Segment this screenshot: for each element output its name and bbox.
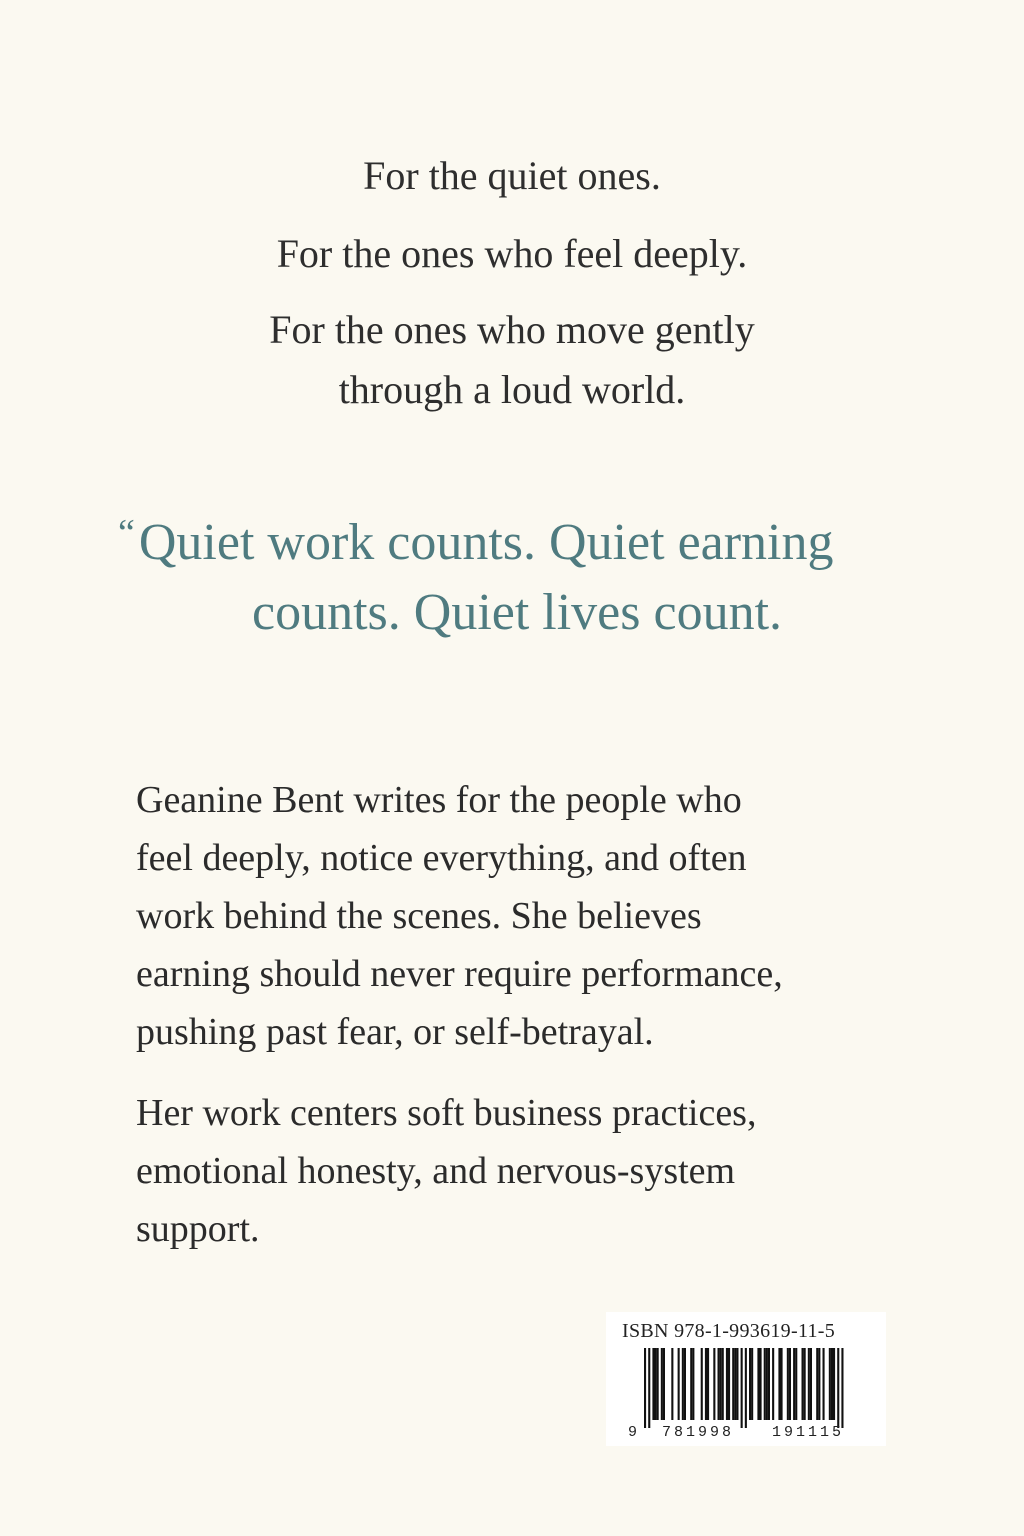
barcode-bar — [751, 1348, 753, 1420]
barcode-bar — [818, 1348, 820, 1420]
barcode-first-digit: 9 — [628, 1424, 638, 1441]
barcode-bar — [707, 1348, 709, 1420]
pull-quote-line-2: counts. Quiet lives count. — [252, 584, 783, 641]
author-bio-paragraph-1 — [136, 771, 916, 1061]
barcode-bar — [772, 1348, 774, 1420]
barcode-bar — [726, 1348, 728, 1420]
barcode-bar — [718, 1348, 720, 1420]
barcode-bar — [705, 1348, 707, 1420]
barcode-bar — [722, 1348, 724, 1420]
barcode-bar — [760, 1348, 762, 1420]
barcode-bar — [701, 1348, 703, 1420]
barcode-bar — [823, 1348, 825, 1420]
bio-line: earning should never require performance, — [136, 953, 783, 995]
barcode-bar — [644, 1348, 646, 1428]
barcode-bar — [749, 1348, 751, 1420]
barcode-bar — [802, 1348, 804, 1420]
barcode-bar — [766, 1348, 768, 1420]
bio-line: pushing past fear, or self-betrayal. — [136, 1011, 654, 1053]
pull-quote-text-1: Quiet work counts. Quiet earning — [138, 514, 834, 571]
barcode-bar — [655, 1348, 657, 1420]
barcode-bar — [789, 1348, 791, 1420]
barcode-bar — [720, 1348, 722, 1420]
dedication-line-2: For the ones who feel deeply. — [276, 231, 748, 276]
barcode-bar — [787, 1348, 789, 1420]
barcode-bar — [690, 1348, 692, 1420]
barcode-bar — [663, 1348, 665, 1420]
barcode-left-digits: 781998 — [662, 1424, 735, 1441]
bio-line: Geanine Bent writes for the people who — [136, 779, 742, 821]
barcode-bar — [741, 1348, 743, 1428]
barcode-bar — [652, 1348, 654, 1420]
barcode-bar — [682, 1348, 684, 1420]
barcode-bar — [781, 1348, 783, 1420]
barcode-bar — [778, 1348, 780, 1420]
open-quote-mark: “ — [118, 512, 135, 554]
dedication-line-3b: through a loud world. — [338, 367, 686, 412]
barcode-bar — [684, 1348, 686, 1420]
barcode-bar — [671, 1348, 673, 1420]
barcode-bar — [810, 1348, 812, 1420]
pull-quote-line-1 — [110, 498, 910, 578]
barcode-bar — [829, 1348, 831, 1420]
barcode-bar — [804, 1348, 806, 1420]
barcode-bar — [837, 1348, 839, 1428]
barcode-bar — [745, 1348, 747, 1428]
barcode-bar — [713, 1348, 715, 1420]
barcode-bar — [768, 1348, 770, 1420]
author-bio-paragraph-2 — [136, 1084, 916, 1258]
dedication-line-1: For the quiet ones. — [363, 153, 661, 198]
barcode-bar — [734, 1348, 736, 1420]
dedication-line-3 — [0, 300, 1024, 420]
barcode-bar — [757, 1348, 759, 1420]
barcode-bar — [736, 1348, 738, 1420]
barcode-bar — [661, 1348, 663, 1420]
barcode-bar — [833, 1348, 835, 1420]
bio-line: emotional honesty, and nervous-system — [136, 1150, 736, 1192]
bio-line: support. — [136, 1208, 260, 1250]
barcode-bar — [795, 1348, 797, 1420]
barcode-bar — [831, 1348, 833, 1420]
bio-line: work behind the scenes. She believes — [136, 895, 702, 937]
bio-line: Her work centers soft business practices, — [136, 1092, 757, 1134]
barcode-bar — [648, 1348, 650, 1428]
barcode-bar — [841, 1348, 843, 1428]
bio-line: feel deeply, notice everything, and often — [136, 837, 747, 879]
dedication-line-3a: For the ones who move gently — [269, 307, 755, 352]
pull-quote — [110, 498, 910, 648]
barcode-bar — [657, 1348, 659, 1420]
barcode-right-digits: 191115 — [772, 1424, 845, 1441]
barcode-bar — [732, 1348, 734, 1420]
barcode-bar — [816, 1348, 818, 1420]
isbn-label: ISBN 978-1-993619-11-5 — [622, 1320, 836, 1342]
barcode-bar — [764, 1348, 766, 1420]
barcode-bar — [808, 1348, 810, 1420]
barcode-bar — [793, 1348, 795, 1420]
barcode-bar — [678, 1348, 680, 1420]
barcode-bar — [728, 1348, 730, 1420]
isbn-barcode — [606, 1312, 886, 1446]
barcode-bar — [692, 1348, 694, 1420]
